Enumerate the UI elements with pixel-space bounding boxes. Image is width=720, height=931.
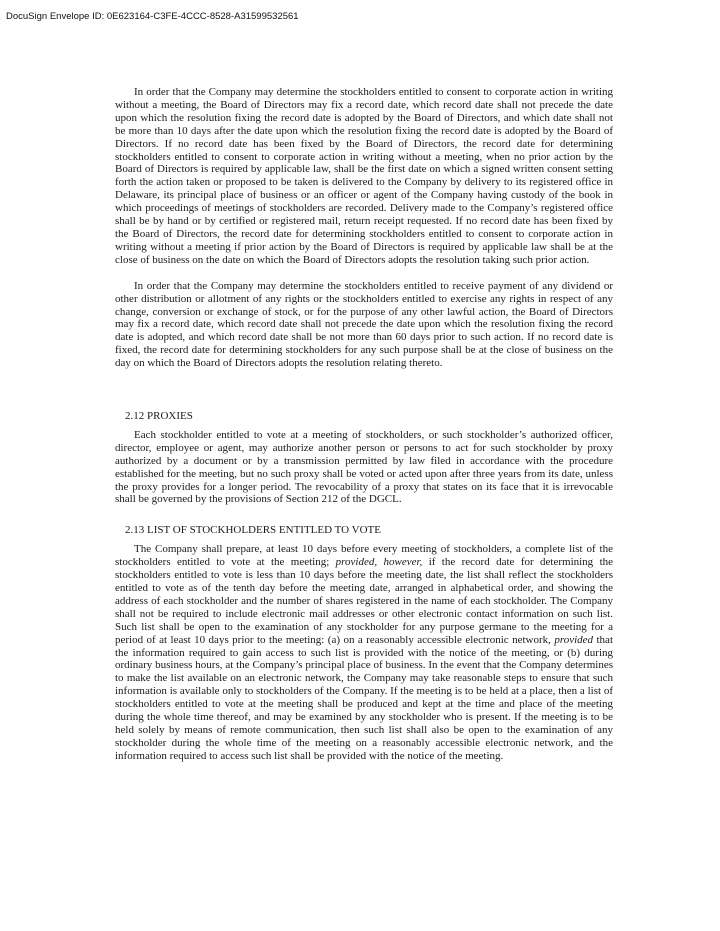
record-date-consent-paragraph: In order that the Company may determine the stockholders entitled to consent to corporate action in writing without a meeting, the Board of Directors may fix a record date, which record date shall not precede the date upon which the resolution fixing the record date is adopted by the Board of Directors, and which date shall not be more than 10 days after the date upon which the resolution fixing the record date is adopted by the Board of Directors. If no record date has been fixed by the Board of Directors, the record date for determining stockholders entitled to consent to corporate action in writing without a meeting, when no prior action by the Board of Directors is required by applicable law, shall be the first date on which a signed written consent setting forth the action taken or proposed to be taken is delivered to the Company by delivery to its registered office in Delaware, its principal place of business or an officer or agent of the Company having custody of the book in which proceedings of meetings of stockholders are recorded. Delivery made to the Company’s registered office shall be by hand or by certified or registered mail, return receipt requested. If no record date has been fixed by the Board of Directors, the record date for determining stockholders entitled to consent to corporate action in writing without a meeting if prior action by the Board of Directors is required by applicable law shall be at the close of business on the date on which the Board of Directors adopts the resolution taking such prior action.	[115, 86, 613, 266]
section-213-body	[115, 543, 613, 762]
section-213-text-3: that the information required to gain access to such list is provided with the notice of the meeting, or (b) during ordinary business hours, at the Company’s principal place of business. In the event that the Company determines to make the list available on an electronic network, the Company may take reasonable steps to ensure that such information is available only to stockholders of the Company. If the meeting is to be held at a place, then a list of stockholders entitled to vote at the meeting shall be produced and kept at the time and place of the meeting during the whole time thereof, and may be examined by any stockholder who is present. If the meeting is to be held solely by means of remote communication, then such list shall also be open to the examination of any stockholder during the whole time of the meeting on a reasonably accessible electronic network, and the information required to access such list shall be provided with the notice of the meeting.	[115, 633, 613, 762]
section-213-emphasis-1: provided, however,	[335, 556, 423, 569]
section-212-body: Each stockholder entitled to vote at a meeting of stockholders, or such stockholder’s authorized officer, director, employee or agent, may authorize another person or persons to act for such stockholder by proxy authorized by a document or by a transmission permitted by law filed in accordance with the procedure established for the meeting, but no such proxy shall be voted or acted upon after three years from its date, unless the proxy provides for a longer period. The revocability of a proxy that states on its face that it is irrevocable shall be governed by the provisions of Section 212 of the DGCL.	[115, 428, 613, 506]
record-date-dividend-paragraph: In order that the Company may determine the stockholders entitled to receive payment of any dividend or other distribution or allotment of any rights or the stockholders entitled to exercise any rights in respect of any change, conversion or exchange of stock, or for the purpose of any other lawful action, the Board of Directors may fix a record date, which record date shall not precede the date upon which the resolution fixing the record date is adopted, and which record date shall be not more than 60 days prior to such action. If no record date is fixed, the record date for determining stockholders for any such purpose shall be at the close of business on the day on which the Board of Directors adopts the resolution relating thereto.	[115, 279, 613, 370]
section-213-emphasis-2: provided	[554, 633, 594, 646]
section-213-text-2: if the record date for determining the stockholders entitled to vote is less than 10 days before the meeting date, the list shall reflect the stockholders entitled to vote as of the tenth day before the meeting date, arranged in alphabetical order, and showing the address of each stockholder and the number of shares registered in the name of each stockholder. The Company shall not be required to include electronic mail addresses or other electronic contact information on such list. Such list shall be open to the examination of any stockholder for any purpose germane to the meeting for a period of at least 10 days prior to the meeting: (a) on a reasonably accessible electronic network,	[115, 556, 614, 646]
envelope-id-label: DocuSign Envelope ID: 0E623164-C3FE-4CCC-8528-A31599532561	[6, 11, 299, 22]
section-213-heading: 2.13 LIST OF STOCKHOLDERS ENTITLED TO VOTE	[125, 524, 381, 537]
document-page	[115, 86, 613, 763]
section-213-text-1: The Company shall prepare, at least 10 days before every meeting of stockholders, a complete list of the stockholders entitled to vote at the meeting;	[115, 543, 613, 569]
section-212-heading: 2.12 PROXIES	[125, 410, 193, 423]
